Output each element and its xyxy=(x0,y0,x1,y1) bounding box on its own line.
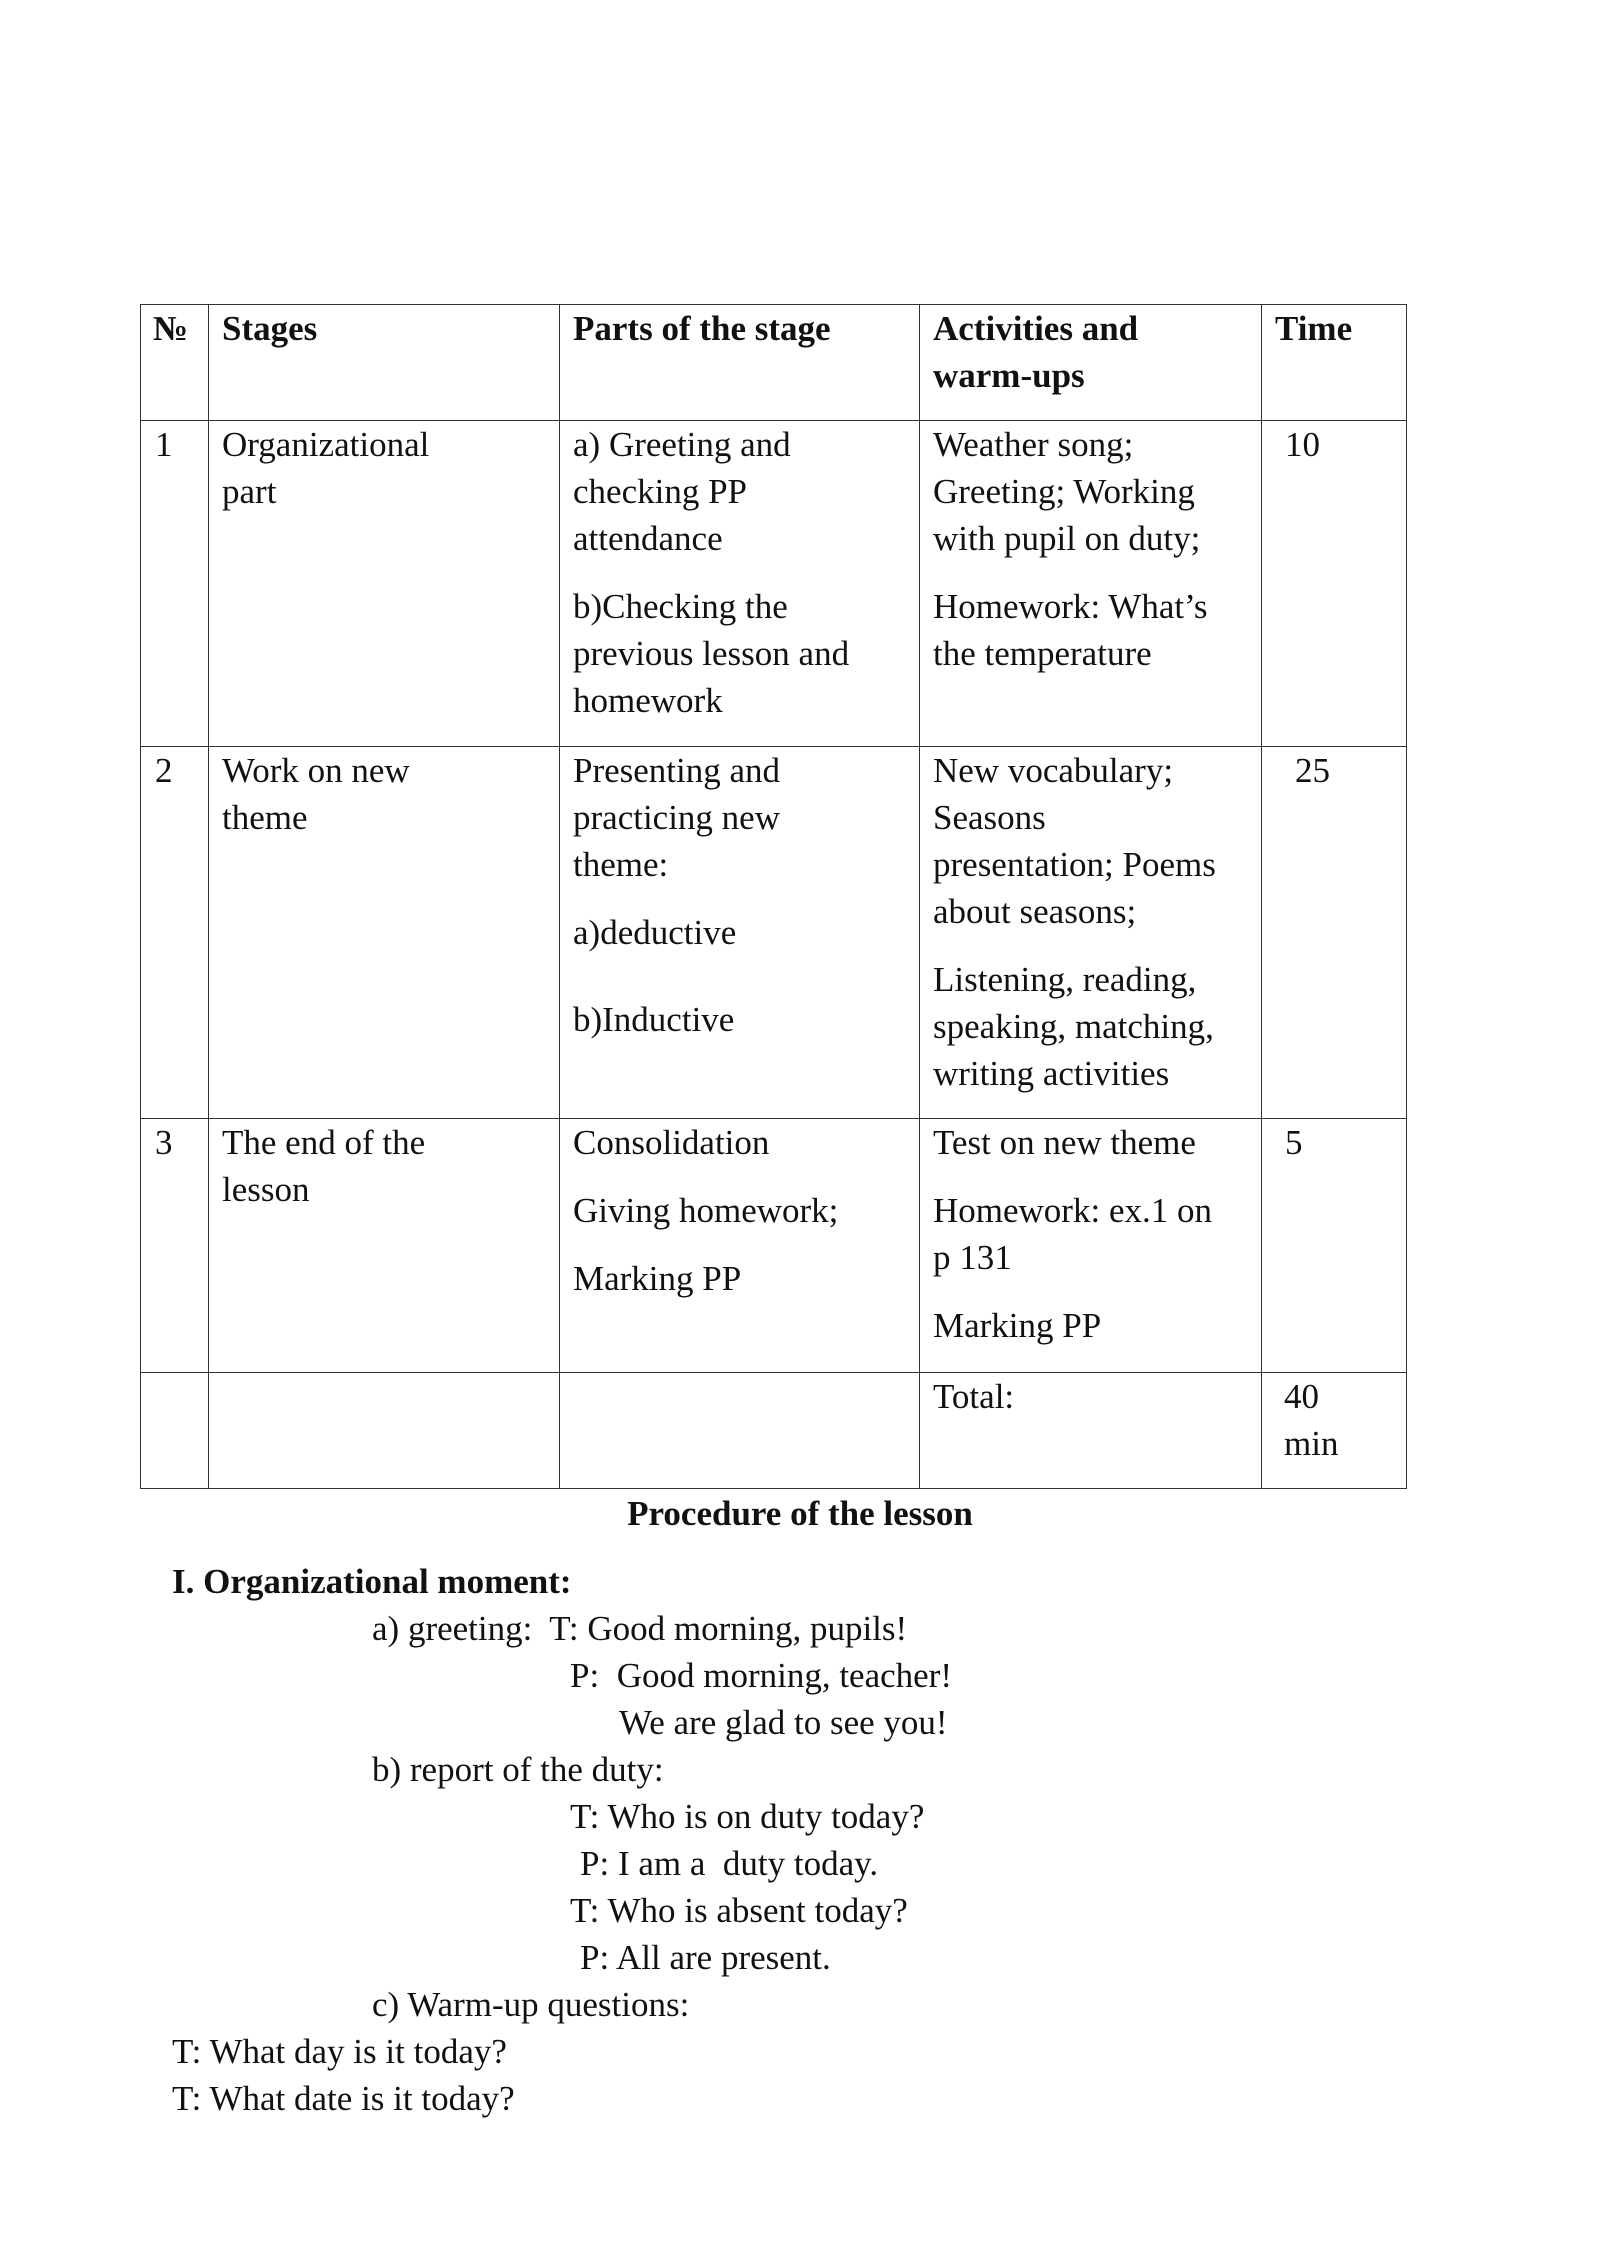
parts-line: Consolidation xyxy=(573,1123,770,1162)
section-heading: I. Organizational moment: xyxy=(172,1562,572,1601)
table-row xyxy=(141,421,1407,747)
parts-line: Presenting and xyxy=(573,751,781,790)
parts-line: checking PP xyxy=(573,472,748,511)
parts-line: Giving homework; xyxy=(573,1191,839,1230)
row-number-text: 2 xyxy=(155,751,173,790)
stage-line: lesson xyxy=(222,1170,310,1209)
total-row xyxy=(141,1373,1407,1489)
stage-cell xyxy=(209,421,560,747)
report-answer-2: P: All are present. xyxy=(580,1938,831,1977)
header-activities-line1: Activities and xyxy=(933,309,1139,348)
parts-line: attendance xyxy=(573,519,723,558)
greeting-line: a) greeting: T: Good morning, pupils! xyxy=(372,1609,908,1648)
total-value-line: 40 xyxy=(1284,1377,1319,1416)
parts-cell xyxy=(560,747,920,1119)
table-row xyxy=(141,747,1407,1119)
activities-line: Test on new theme xyxy=(933,1123,1196,1162)
procedure-title: Procedure of the lesson xyxy=(627,1494,973,1533)
row-number xyxy=(141,421,209,747)
activities-line: Greeting; Working xyxy=(933,472,1195,511)
warmup-question-1: T: What day is it today? xyxy=(172,2032,507,2071)
time-cell xyxy=(1262,421,1407,747)
parts-line: a)deductive xyxy=(573,913,737,952)
header-parts xyxy=(560,305,920,421)
report-question-2: T: Who is absent today? xyxy=(570,1891,908,1930)
stage-line: The end of the xyxy=(222,1123,426,1162)
row-number-text: 3 xyxy=(155,1123,173,1162)
report-label: b) report of the duty: xyxy=(372,1750,664,1789)
parts-line: previous lesson and xyxy=(573,634,850,673)
parts-line: Marking PP xyxy=(573,1259,742,1298)
stage-line: Organizational xyxy=(222,425,430,464)
header-stages xyxy=(209,305,560,421)
activities-cell xyxy=(920,1119,1262,1373)
activities-line: p 131 xyxy=(933,1238,1012,1277)
activities-line: with pupil on duty; xyxy=(933,519,1201,558)
activities-line: Homework: ex.1 on xyxy=(933,1191,1212,1230)
activities-line: Weather song; xyxy=(933,425,1134,464)
empty-cell xyxy=(209,1373,560,1489)
parts-cell xyxy=(560,421,920,747)
warmup-question-2: T: What date is it today? xyxy=(172,2079,515,2118)
header-time-text: Time xyxy=(1275,309,1353,348)
greeting-reply-line-2: We are glad to see you! xyxy=(619,1703,948,1742)
header-no xyxy=(141,305,209,421)
activities-cell xyxy=(920,421,1262,747)
table-row xyxy=(141,1119,1407,1373)
row-number xyxy=(141,1119,209,1373)
total-label: Total: xyxy=(933,1377,1015,1416)
time-cell xyxy=(1262,747,1407,1119)
time-value: 25 xyxy=(1295,751,1330,790)
activities-line: New vocabulary; xyxy=(933,751,1174,790)
activities-line: about seasons; xyxy=(933,892,1137,931)
total-value-line: min xyxy=(1284,1424,1339,1463)
stage-line: part xyxy=(222,472,277,511)
activities-line: Listening, reading, xyxy=(933,960,1197,999)
header-time xyxy=(1262,305,1407,421)
header-stages-text: Stages xyxy=(222,309,318,348)
header-activities-line2: warm-ups xyxy=(933,356,1085,395)
time-value: 5 xyxy=(1285,1123,1303,1162)
report-answer-1: P: I am a duty today. xyxy=(580,1844,879,1883)
time-value: 10 xyxy=(1285,425,1320,464)
activities-line: Marking PP xyxy=(933,1306,1102,1345)
activities-line: speaking, matching, xyxy=(933,1007,1214,1046)
empty-cell xyxy=(560,1373,920,1489)
greeting-reply-line: P: Good morning, teacher! xyxy=(570,1656,952,1695)
warmup-label: c) Warm-up questions: xyxy=(372,1985,690,2024)
stage-line: theme xyxy=(222,798,308,837)
parts-line: a) Greeting and xyxy=(573,425,791,464)
lesson-plan-table xyxy=(140,304,1407,1489)
parts-line: homework xyxy=(573,681,723,720)
parts-line: practicing new xyxy=(573,798,780,837)
parts-line: b)Inductive xyxy=(573,1000,735,1039)
stage-cell xyxy=(209,1119,560,1373)
stage-cell xyxy=(209,747,560,1119)
empty-cell xyxy=(141,1373,209,1489)
total-label-cell xyxy=(920,1373,1262,1489)
activities-line: the temperature xyxy=(933,634,1152,673)
activities-line: presentation; Poems xyxy=(933,845,1216,884)
parts-line: b)Checking the xyxy=(573,587,788,626)
activities-cell xyxy=(920,747,1262,1119)
header-parts-text: Parts of the stage xyxy=(573,309,831,348)
header-activities xyxy=(920,305,1262,421)
activities-line: Homework: What’s xyxy=(933,587,1208,626)
parts-cell xyxy=(560,1119,920,1373)
activities-line: Seasons xyxy=(933,798,1046,837)
stage-line: Work on new xyxy=(222,751,410,790)
row-number xyxy=(141,747,209,1119)
row-number-text: 1 xyxy=(155,425,173,464)
activities-line: writing activities xyxy=(933,1054,1170,1093)
report-question-1: T: Who is on duty today? xyxy=(570,1797,925,1836)
parts-line: theme: xyxy=(573,845,669,884)
total-value-cell xyxy=(1262,1373,1407,1489)
table-header-row xyxy=(141,305,1407,421)
header-no-text: № xyxy=(153,309,189,348)
time-cell xyxy=(1262,1119,1407,1373)
